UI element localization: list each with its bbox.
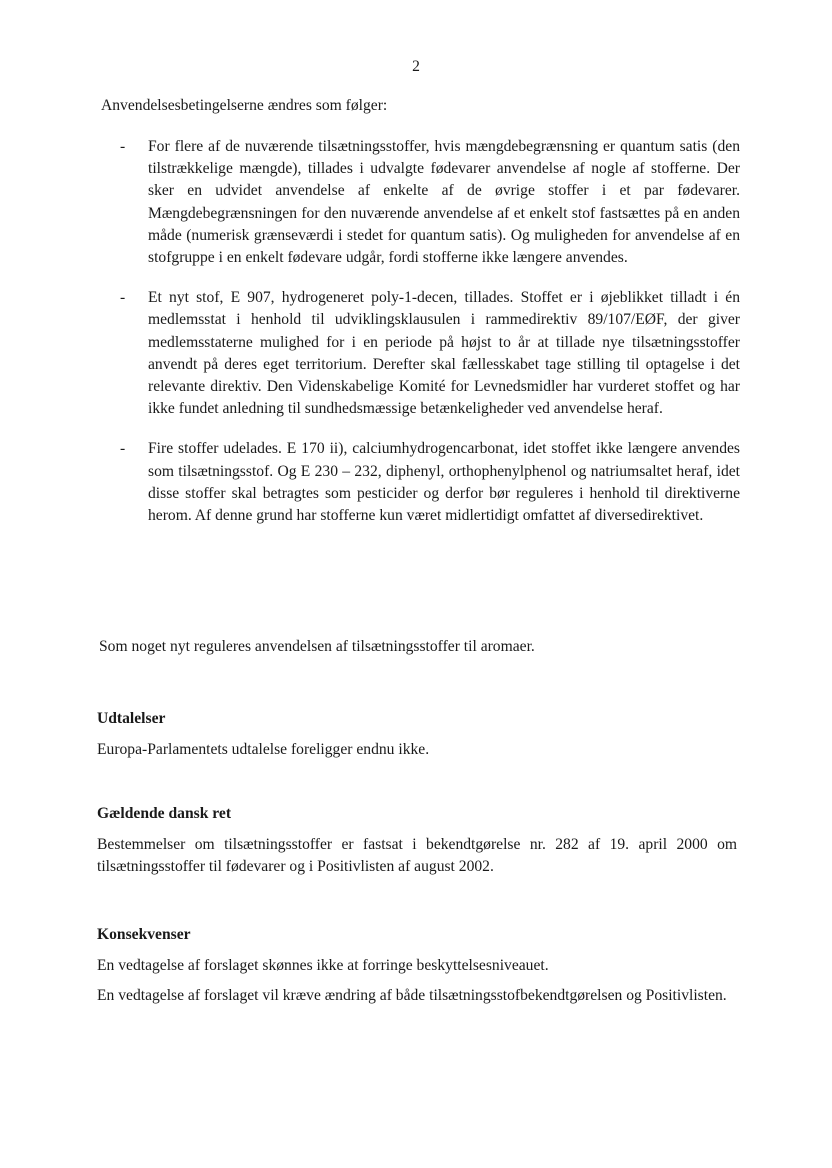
list-item-text: Et nyt stof, E 907, hydrogeneret poly-1-decen, tillades. Stoffet er i øjeblikket tilladt i én medlemsstat i henhold til udviklingsklausulen i rammedirektiv 89/107/EØF, der giver medlemsstaterne mulighed for i en periode på højst to år at tillade nye tilsætningsstoffer anvendt på deres eget territorium. Derefter skal fællesskabet tage stilling til optagelse i det relevante direktiv. Den Videnskabelige Komité for Levnedsmidler har vurderet stoffet og har ikke fundet anledning til sundhedsmæssige betænkeligheder ved anvendelse heraf. xyxy=(148,289,740,418)
section-paragraph: Europa-Parlamentets udtalelse foreligger endnu ikke. xyxy=(97,741,430,758)
dash-marker: - xyxy=(120,289,126,307)
section-heading: Udtalelser xyxy=(97,710,166,727)
list-item xyxy=(120,136,740,269)
change-list xyxy=(120,136,740,545)
closing-paragraph: Som noget nyt reguleres anvendelsen af tilsætningsstoffer til aromaer. xyxy=(99,638,535,655)
section-gaeldende-dansk-ret xyxy=(97,803,737,886)
section-konsekvenser xyxy=(97,924,737,1015)
list-item xyxy=(120,438,740,527)
page-number: 2 xyxy=(412,58,420,75)
section-paragraph: En vedtagelse af forslaget vil kræve ændring af både tilsætningsstofbekendtgørelsen og Positivlisten. xyxy=(97,987,727,1005)
section-paragraph: En vedtagelse af forslaget skønnes ikke at forringe beskyttelsesniveauet. xyxy=(97,957,549,974)
section-heading: Gældende dansk ret xyxy=(97,805,232,822)
list-item-text: For flere af de nuværende tilsætningsstoffer, hvis mængdebegrænsning er quantum satis (den tilstrækkelige mængde), tillades i udvalgte fødevarer anvendelse af nogle af stofferne. Der sker en udvidet anvendelse af enkelte af de øvrige stoffer i et par fødevarer. Mængdebegrænsningen for den nuværende anvendelse af et enkelt stof fastsættes på en anden måde (numerisk grænseværdi i stedet for quantum satis). Og muligheden for anvendelse af en stofgruppe i en enkelt fødevare udgår, fordi stofferne ikke længere anvendes. xyxy=(148,138,740,267)
intro-paragraph: Anvendelsesbetingelserne ændres som følger: xyxy=(101,97,388,114)
section-heading: Konsekvenser xyxy=(97,926,191,943)
list-item-text: Fire stoffer udelades. E 170 ii), calciumhydrogencarbonat, idet stoffet ikke længere anvendes som tilsætningsstof. Og E 230 – 232, diphenyl, orthophenylphenol og natriumsaltet heraf, idet disse stoffer skal betragtes som pesticider og derfor bør reguleres i henhold til direktiverne herom. Af denne grund har stofferne kun været midlertidigt omfattet af diversedirektivet. xyxy=(148,440,740,525)
list-item xyxy=(120,287,740,420)
dash-marker: - xyxy=(120,138,126,155)
section-paragraph: Bestemmelser om tilsætningsstoffer er fastsat i bekendtgørelse nr. 282 af 19. april 2000 om tilsætningsstoffer til fødevarer og i Positivlisten af august 2002. xyxy=(97,836,737,876)
section-udtalelser xyxy=(97,708,737,769)
dash-marker: - xyxy=(120,440,126,458)
